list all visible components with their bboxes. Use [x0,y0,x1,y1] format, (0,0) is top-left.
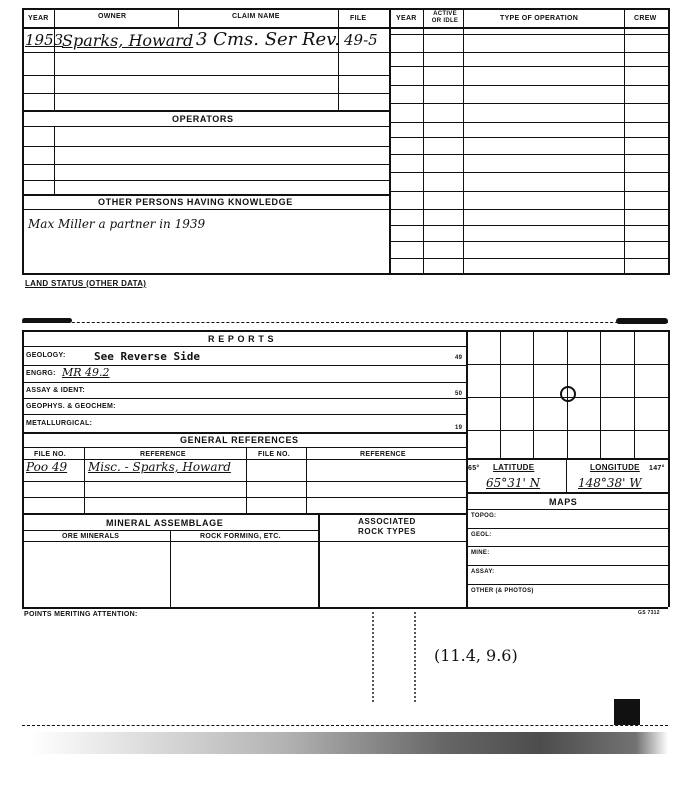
mineral-title: MINERAL ASSEMBLAGE [106,518,224,528]
general-refs-title: GENERAL REFERENCES [180,435,299,445]
coords-note: (11.4, 9.6) [434,646,518,665]
report-label-engrg: ENGRG: [26,370,56,377]
points-label: POINTS MERITING ATTENTION: [24,611,138,618]
col-reference: REFERENCE [140,451,186,458]
report-num-metallurgical: 19 [455,425,463,431]
report-value-engrg: MR 49.2 [62,366,110,379]
ref-entry-file: Poo 49 [26,460,68,474]
lat-prefix: 65° [468,465,480,472]
col-file-no-2: FILE NO. [258,451,290,458]
entry-file: 49-5 [344,31,378,49]
longitude-label: LONGITUDE [590,463,640,472]
maps-assay: ASSAY: [471,569,495,575]
longitude-value: 148°38' W [578,476,642,490]
scan-block [614,699,640,725]
other-persons-note: Max Miller a partner in 1939 [28,217,206,231]
long-prefix: 147° [649,465,665,472]
entry-owner: Sparks, Howard [62,31,194,50]
scan-dots [372,612,416,702]
col-rock-forming: ROCK FORMING, ETC. [200,533,281,540]
reports-title: R E P O R T S [208,334,275,344]
scan-noise-band [30,732,668,754]
maps-other: OTHER (& PHOTOS) [471,588,534,594]
other-persons-title: OTHER PERSONS HAVING KNOWLEDGE [98,197,293,207]
header-type-of-operation: TYPE OF OPERATION [500,15,579,22]
header-claim-name: CLAIM NAME [232,13,280,20]
report-label-metallurgical: METALLURGICAL: [26,420,93,427]
report-label-geophys: GEOPHYS. & GEOCHEM: [26,403,116,410]
header-file: FILE [350,15,367,22]
land-status-label: LAND STATUS (OTHER DATA) [25,279,147,288]
col-ore-minerals: ORE MINERALS [62,533,120,540]
report-label-assay: ASSAY & IDENT: [26,387,86,394]
report-label-geology: GEOLOGY: [26,352,66,359]
associated-title: ASSOCIATED ROCK TYPES [358,517,417,536]
maps-mine: MINE: [471,550,490,556]
operators-title: OPERATORS [172,114,234,124]
header-year: YEAR [28,15,49,22]
report-num-geology: 49 [455,355,463,361]
maps-title: MAPS [549,497,578,507]
form-number: GS 7312 [638,610,660,616]
report-num-assay: 50 [455,391,463,397]
maps-topog: TOPOG: [471,513,497,519]
latitude-label: LATITUDE [493,463,535,472]
entry-year: 1953 [25,31,64,49]
location-circle-icon [560,386,576,402]
header-owner: OWNER [98,13,127,20]
col-reference-2: REFERENCE [360,451,406,458]
report-value-geology: See Reverse Side [94,350,200,363]
ref-entry-reference: Misc. - Sparks, Howard [88,460,231,474]
entry-claim-name: 3 Cms. Ser Rev. [196,29,340,50]
header-crew: CREW [634,15,657,22]
col-file-no: FILE NO. [34,451,66,458]
maps-geol: GEOL: [471,532,492,538]
header-active-idle: ACTIVE OR IDLE [431,11,459,24]
header-year-2: YEAR [396,15,417,22]
scan-smudge-right [616,318,668,324]
latitude-value: 65°31' N [486,476,541,490]
